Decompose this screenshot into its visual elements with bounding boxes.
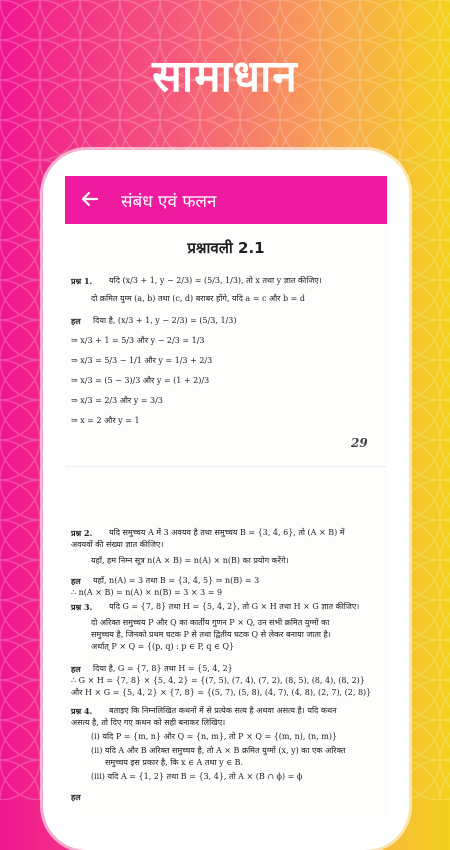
q2-text: यदि समुच्चय A में 3 अवयव है तथा समुच्चय B = {3, 4, 6}, तो (A × B) में [109, 528, 345, 537]
q4-item-ii: (ii) यदि A और B अरिक्त समुच्चय है, तो A × B क्रमित युग्मों (x, y) का एक अरिक्त [91, 746, 346, 755]
exercise-title: प्रश्नावली 2.1 [187, 239, 265, 257]
s1-line-4: ⇒ x/3 = 2/3 और y = 3/3 [71, 396, 163, 405]
q4-item-iii: (iii) यदि A = {1, 2} तथा B = {3, 4}, तो A × (B ∩ ϕ) = ϕ [91, 772, 303, 781]
q3-hint-1: दो अरिक्त समुच्चय P और Q का कार्तीय गुणन P × Q, उन सभी क्रमित युग्मों का [91, 618, 330, 627]
app-bar [65, 176, 387, 224]
q4-text-2: असत्य है, तो दिए गए कथन को सही बनाकर लिखिए। [71, 718, 226, 727]
s4-label: हल [71, 792, 81, 802]
s3-label: हल [71, 664, 81, 674]
textbook-page [65, 224, 387, 816]
phone-frame [43, 150, 409, 850]
q2-text-2: अवयवों की संख्या ज्ञात कीजिए। [71, 540, 164, 549]
q1-label: प्रश्न 1. [71, 276, 93, 286]
s3-line-3: और H × G = {5, 4, 2} × {7, 8} = {(5, 7), (5, 8), (4, 7), (4, 8), (2, 7), (2, 8)} [71, 688, 372, 697]
q2-hint: यहाँ, हम निम्न सूत्र n(A × B) = n(A) × n(B) का प्रयोग करेंगे। [91, 556, 289, 565]
page-separator [65, 466, 387, 467]
q1-hint: दो क्रमित युग्म (a, b) तथा (c, d) बराबर होंगे, यदि a = c और b = d [91, 294, 306, 303]
page-number: 29 [351, 436, 368, 450]
s1-line-3: ⇒ x/3 = (5 − 3)/3 और y = (1 + 2)/3 [71, 376, 210, 385]
phone-screen [65, 176, 387, 816]
q4-text: बताइए कि निम्नलिखित कथनों में से प्रत्येक सत्य है अथवा असत्य है। यदि कथन [109, 706, 337, 715]
q1-text: यदि (x/3 + 1, y − 2/3) = (5/3, 1/3), तो x तथा y ज्ञात कीजिए। [109, 276, 322, 285]
s3-line-1: दिया है, G = {7, 8} तथा H = {5, 4, 2} [93, 664, 233, 673]
q4-item-i: (i) यदि P = {m, n} और Q = {n, m}, तो P × Q = {(m, n), (n, m)} [91, 732, 338, 741]
q2-label: प्रश्न 2. [71, 528, 93, 538]
q4-label: प्रश्न 4. [71, 706, 93, 716]
s1-line-2: ⇒ x/3 = 5/3 − 1/1 और y = 1/3 + 2/3 [71, 356, 213, 365]
s1-given: दिया है, (x/3 + 1, y − 2/3) = (5/3, 1/3) [93, 316, 237, 325]
s2-line-1: यहाँ, n(A) = 3 तथा B = {3, 4, 5} ⇒ n(B) = 3 [93, 576, 260, 585]
arrow-left-icon[interactable] [75, 184, 105, 214]
q3-hint-2: समुच्चय है, जिनको प्रथम घटक P से तथा द्वितीय घटक Q से लेकर बनाया जाता है। [91, 630, 331, 639]
s1-line-1: ⇒ x/3 + 1 = 5/3 और y − 2/3 = 1/3 [71, 336, 205, 345]
s1-label: हल [71, 316, 81, 326]
q3-text: यदि G = {7, 8} तथा H = {5, 4, 2}, तो G × H तथा H × G ज्ञात कीजिए। [109, 602, 360, 611]
s1-line-5: ⇒ x = 2 और y = 1 [71, 416, 140, 425]
s2-label: हल [71, 576, 81, 586]
s2-line-2: ∴ n(A × B) = n(A) × n(B) = 3 × 3 = 9 [71, 588, 223, 597]
q3-label: प्रश्न 3. [71, 602, 93, 612]
q3-hint-3: अर्थात् P × Q = {(p, q) : p ∈ P, q ∈ Q} [91, 642, 235, 651]
phone-notch [167, 150, 285, 168]
s3-line-2: ∴ G × H = {7, 8} × {5, 4, 2} = {(7, 5), (7, 4), (7, 2), (8, 5), (8, 4), (8, 2)} [71, 676, 365, 685]
app-bar-title: संबंध एवं फलन [121, 192, 217, 212]
q4-item-ii-cont: समुच्चय इस प्रकार है, कि x ∈ A तथा y ∈ B. [105, 758, 244, 767]
headline: सामाधान [152, 51, 298, 102]
